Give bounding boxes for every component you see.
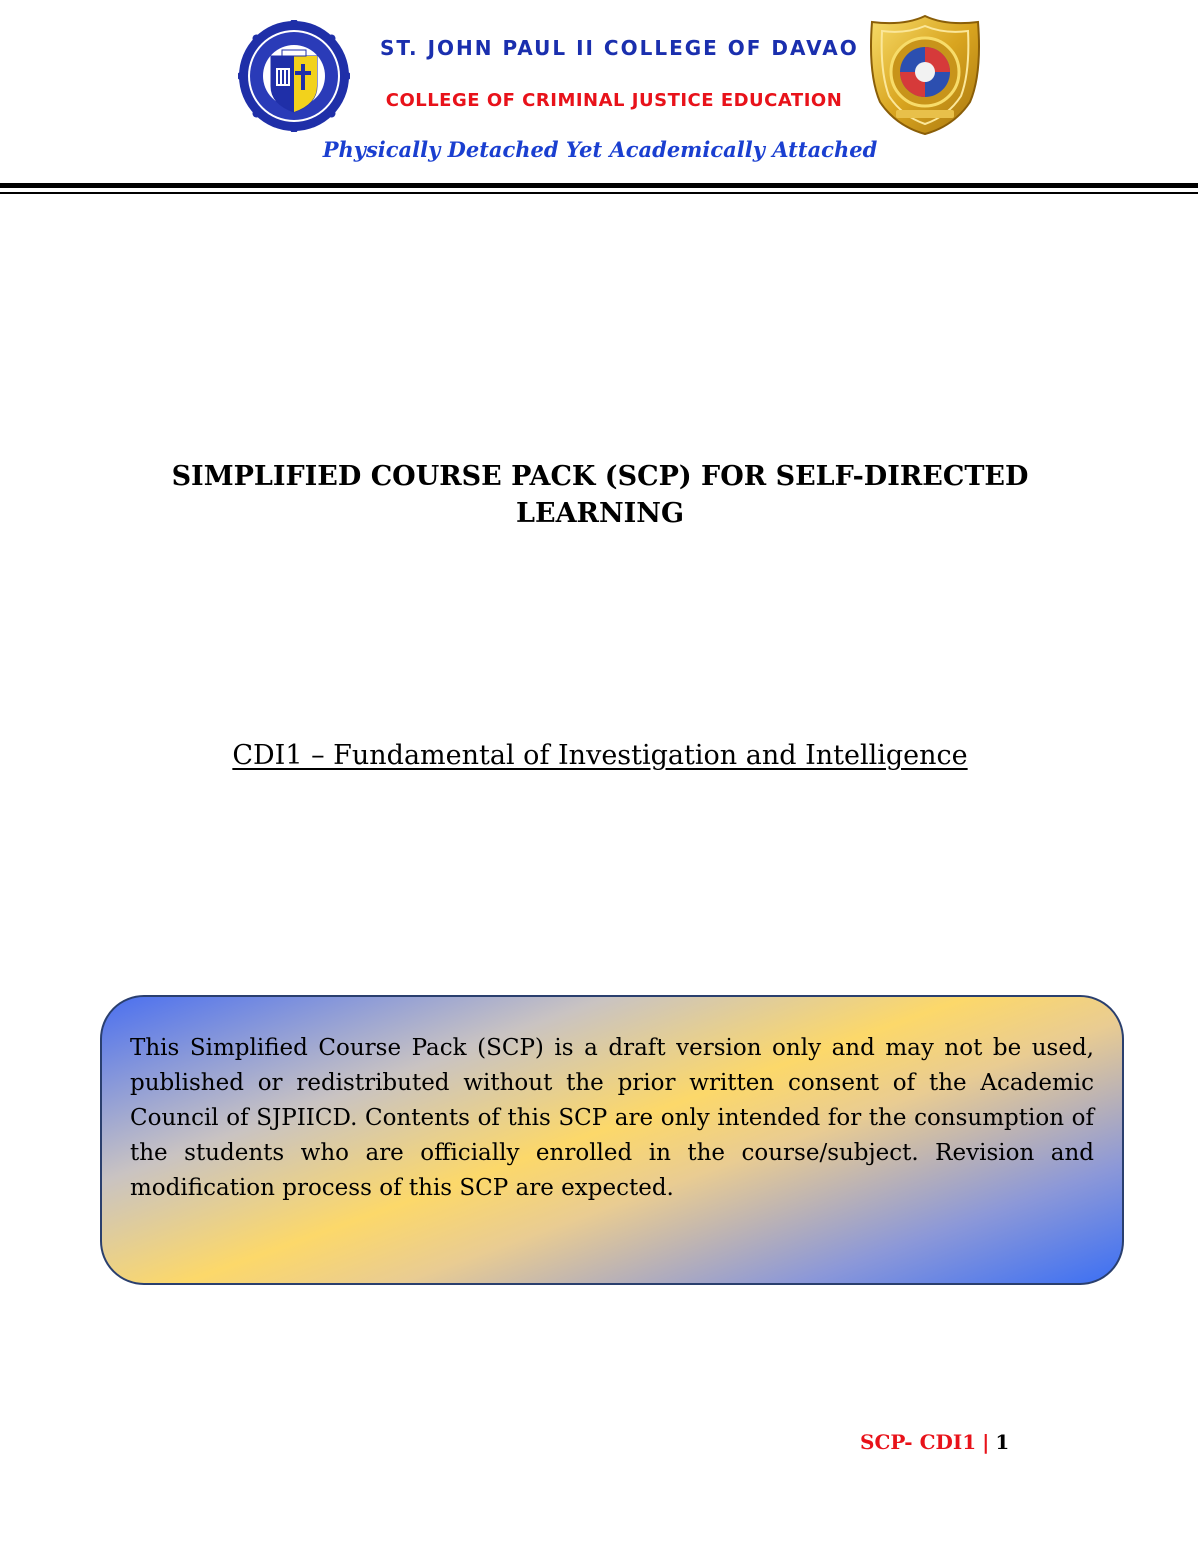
draft-notice-box <box>100 995 1124 1285</box>
footer-separator: | <box>982 1430 990 1454</box>
college-name: COLLEGE OF CRIMINAL JUSTICE EDUCATION <box>385 90 843 111</box>
page-number: 1 <box>995 1430 1010 1454</box>
header-divider-thick <box>0 183 1198 188</box>
course-title-text: CDI1 – Fundamental of Investigation and Intelligence <box>232 740 968 771</box>
school-seal-icon <box>238 20 350 132</box>
footer-course-code: SCP- CDI1 <box>860 1430 977 1454</box>
school-motto: Physically Detached Yet Academically Attached <box>322 137 878 162</box>
draft-notice-text: This Simplified Course Pack (SCP) is a draft version only and may not be used, published or redistributed without the prior written consent of the Academic Council of SJPIICD. Contents of this SCP are only intended for the consumption of the students who are officially enrolled in the course/subject. Revision and modification process of this SCP are expected. <box>130 1035 1094 1201</box>
document-header <box>0 0 1200 200</box>
school-name: ST. JOHN PAUL II COLLEGE OF DAVAO <box>380 36 859 60</box>
header-divider-thin <box>0 192 1198 194</box>
cje-badge-icon <box>866 14 984 136</box>
document-title: SIMPLIFIED COURSE PACK (SCP) FOR SELF-DIRECTED LEARNING <box>171 461 1029 529</box>
course-title <box>100 740 1100 771</box>
page-footer <box>860 1430 1009 1454</box>
